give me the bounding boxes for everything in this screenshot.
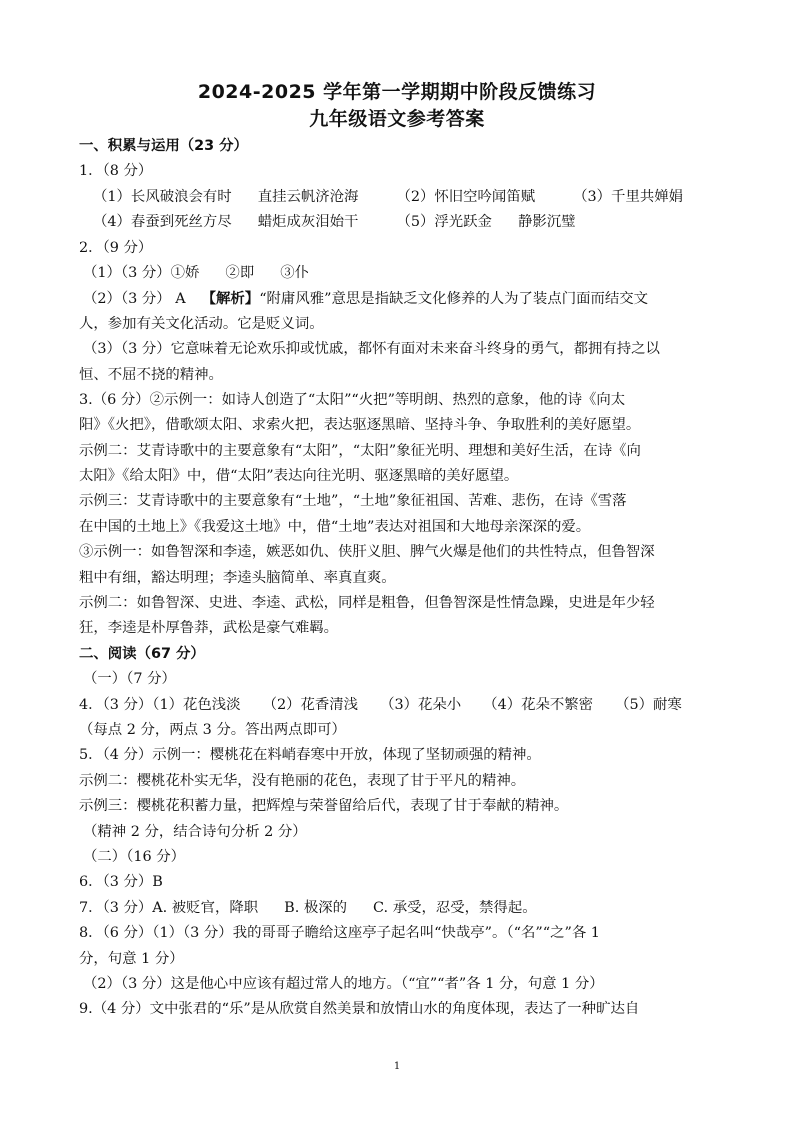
analysis-label: 【解析】 — [201, 290, 260, 308]
answer-line: （2）（3 分）这是他心中应该有超过常人的地方。（“宜”“者”各 1 分，句意 1 分） — [83, 975, 604, 992]
answer-text: B. 极深的 — [284, 899, 348, 916]
page-number: 1 — [393, 1061, 401, 1072]
answer-text: 直挂云帆济沧海 — [257, 188, 359, 205]
answer-text: （3）花朵小 — [380, 696, 462, 713]
document-title: 2024-2025 学年第一学期期中阶段反馈练习 — [197, 81, 597, 103]
answer-text: 静影沉璧 — [517, 214, 576, 231]
answer-text: （2）花香清浅 — [262, 696, 359, 713]
answer-line: ③示例一：如鲁智深和李逵，嫉恶如仇、侠肝义胆、脾气火爆是他们的共性特点，但鲁智深 — [79, 544, 655, 561]
section-heading-reading: 二、阅读（67 分） — [79, 645, 205, 662]
question-1-answer-line — [79, 210, 719, 235]
question-6-line: 6．（3 分）B — [79, 874, 163, 891]
answer-line: 示例二：如鲁智深、史进、李逵、武松，同样是粗鲁，但鲁智深是性情急躁，史进是年少轻 — [79, 595, 655, 612]
answer-text: ③仆 — [280, 264, 310, 281]
answer-text: （1）长风破浪会有时 — [93, 188, 232, 205]
answer-text: （2）（3 分） A — [83, 291, 186, 308]
question-3-line: 3.（6 分）②示例一：如诗人创造了“太阳”“火把”等明朗、热烈的意象，他的诗《向太 — [79, 391, 626, 408]
document-subtitle: 九年级语文参考答案 — [309, 108, 485, 130]
answer-line: 恒、不屈不挠的精神。 — [79, 366, 223, 383]
answer-text: （4）春蚕到死丝方尽 — [93, 214, 232, 231]
question-1-header: 1．（8 分） — [79, 163, 153, 180]
answer-line: 粗中有细，豁达明理；李逵头脑简单、率真直爽。 — [79, 569, 396, 586]
question-5-line: 5．（4 分）示例一：樱桃花在料峭春寒中开放，体现了坚韧顽强的精神。 — [79, 747, 541, 764]
answer-text: （4）花朵不繁密 — [483, 696, 594, 713]
answer-text: （3）千里共婵娟 — [573, 188, 684, 205]
answer-line: 分，句意 1 分） — [79, 950, 184, 967]
question-1-answer-line — [79, 185, 719, 210]
answer-text: （5）耐寒 — [615, 696, 682, 713]
answer-line: （精神 2 分，结合诗句分析 2 分） — [83, 823, 307, 840]
answer-line: 在中国的土地上》《我爱这土地》中，借“土地”表达对祖国和大地母亲深深的爱。 — [79, 518, 591, 535]
question-8-line: 8．（6 分）（1）（3 分）我的哥哥子瞻给这座亭子起名叫“快哉亭”。（“名”“之”各 1 — [79, 925, 600, 942]
answer-text: 7．（3 分）A. 被贬官，降职 — [79, 899, 259, 916]
answer-line: 人，参加有关文化活动。它是贬义词。 — [79, 315, 324, 332]
subsection-heading: （一）（7 分） — [83, 671, 176, 688]
answer-line: 太阳》《给太阳》中，借“太阳”表达向往光明、驱逐黑暗的美好愿望。 — [79, 468, 519, 485]
question-9-line: 9.（4 分）文中张君的“乐”是从欣赏自然美景和放情山水的角度体现，表达了一种旷达自 — [79, 1001, 640, 1018]
answer-line: 示例二：樱桃花朴实无华，没有艳丽的花色，表现了甘于平凡的精神。 — [79, 772, 526, 789]
question-7-line — [79, 896, 719, 921]
answer-line: 示例二：艾青诗歌中的主要意象有“太阳”，“太阳”象征光明、理想和美好生活，在诗《向 — [79, 442, 641, 459]
question-2-header: 2．（9 分） — [79, 239, 153, 256]
question-2-sub-1 — [79, 261, 719, 286]
answer-line: 阳》《火把》，借歌颂太阳、求索火把，表达驱逐黑暗、坚持斗争、争取胜利的美好愿望。 — [79, 417, 641, 434]
answer-text: 蜡炬成灰泪始干 — [257, 214, 359, 231]
answer-text: （1）（3 分）①娇 — [83, 264, 200, 281]
question-2-sub-3: （3）（3 分）它意味着无论欢乐抑或忧戚，都怀有面对未来奋斗终身的勇气，都拥有持之以 — [83, 341, 660, 358]
answer-line: 狂，李逵是朴厚鲁莽，武松是豪气难羁。 — [79, 620, 339, 637]
question-4-line — [79, 693, 719, 718]
section-heading-accumulation: 一、积累与运用（23 分） — [79, 138, 248, 154]
answer-text: （2）怀旧空吟闻笛赋 — [396, 188, 536, 205]
answer-text: ②即 — [225, 264, 255, 281]
answer-line: 示例三：艾青诗歌中的主要意象有“土地”，“土地”象征祖国、苦难、悲伤，在诗《雪落 — [79, 493, 627, 510]
question-2-sub-2 — [79, 286, 719, 311]
answer-text: “附庸风雅”意思是指缺乏文化修养的人为了装点门面而结交文 — [259, 291, 649, 308]
answer-body — [79, 134, 719, 1023]
answer-text: 4．（3 分）（1）花色浅淡 — [79, 696, 241, 713]
answer-line: 示例三：樱桃花积蓄力量，把辉煌与荣誉留给后代，表现了甘于奉献的精神。 — [79, 798, 569, 815]
answer-text: （5）浮光跃金 — [396, 214, 492, 231]
subsection-heading: （二）（16 分） — [83, 848, 186, 865]
answer-line: （每点 2 分，两点 3 分。答出两点即可） — [79, 721, 346, 738]
answer-text: C. 承受，忍受，禁得起。 — [373, 899, 537, 916]
